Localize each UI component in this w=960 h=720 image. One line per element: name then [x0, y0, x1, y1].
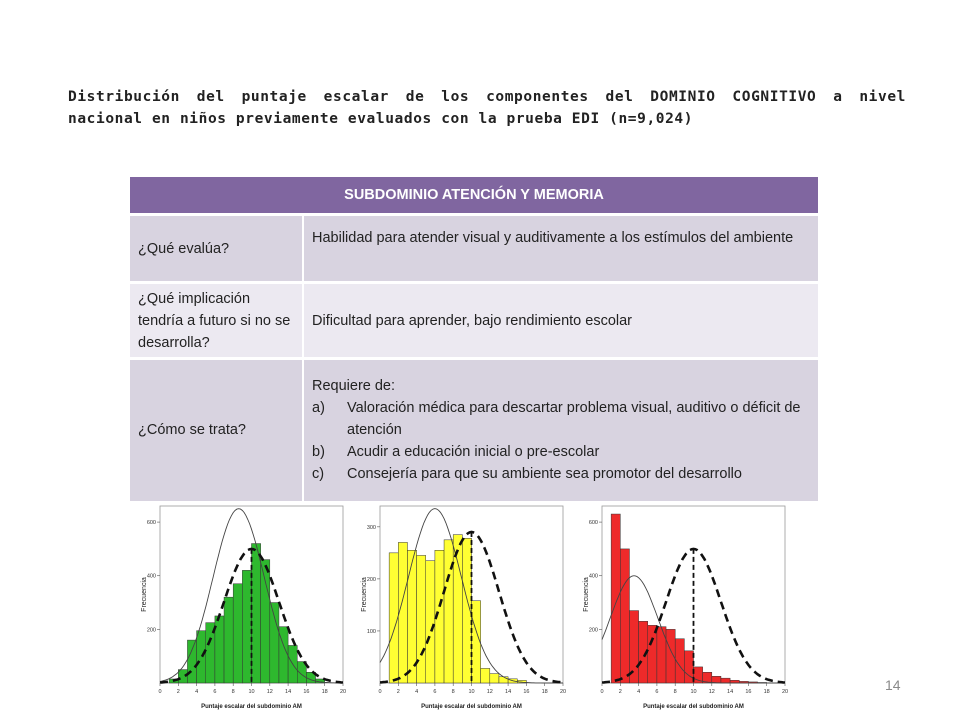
histogram-bar [684, 651, 693, 683]
histogram-bar [224, 597, 233, 683]
list-item: a) Valoración médica para descartar problema visual, auditivo o déficit de atención [312, 400, 801, 439]
answer-cell: Dificultad para aprender, bajo rendimiento escolar [303, 283, 818, 359]
histogram-bar [426, 561, 435, 683]
y-tick-label: 400 [588, 573, 598, 580]
x-tick-label: 2 [396, 689, 400, 695]
histogram-bar [233, 584, 242, 683]
x-tick-label: 8 [231, 689, 235, 695]
y-tick-label: 100 [366, 628, 376, 635]
page-number: 14 [885, 677, 901, 693]
x-tick-label: 10 [690, 689, 697, 695]
histogram-red [580, 500, 798, 716]
x-tick-label: 8 [451, 689, 455, 695]
y-axis-label: Frecuencia [361, 577, 368, 612]
table-row [130, 215, 818, 283]
table-row [130, 359, 818, 501]
page-title: Distribución del puntaje escalar de los componentes del DOMINIO COGNITIVO a nivel nacional en niños previamente evaluados con la prueba EDI (n=9,024) [68, 89, 906, 127]
x-tick-label: 2 [618, 689, 622, 695]
histogram-bar [389, 553, 398, 683]
x-tick-label: 14 [505, 689, 512, 695]
answer-cell [303, 359, 818, 501]
x-tick-label: 14 [285, 689, 292, 695]
y-axis-label: Frecuencia [141, 577, 148, 612]
table-row [130, 283, 818, 359]
histogram-bar [444, 540, 453, 683]
x-tick-label: 18 [763, 689, 770, 695]
histogram-bar [197, 631, 206, 683]
y-tick-label: 600 [146, 520, 156, 527]
histogram-bar [620, 549, 629, 683]
y-tick-label: 200 [366, 576, 376, 583]
x-axis-label: Puntaje escalar del subdominio AM [201, 704, 302, 710]
y-axis-label: Frecuencia [583, 577, 590, 612]
x-tick-label: 6 [433, 689, 437, 695]
x-tick-label: 16 [523, 689, 530, 695]
histogram-green [138, 500, 356, 716]
info-table [130, 177, 818, 501]
histogram-bar [481, 668, 490, 683]
histogram-bar [611, 514, 620, 683]
histogram-bar [398, 542, 407, 683]
x-tick-label: 16 [745, 689, 752, 695]
x-tick-label: 10 [248, 689, 255, 695]
histogram-bar [472, 601, 481, 683]
x-tick-label: 18 [321, 689, 328, 695]
histogram-bar [712, 676, 721, 683]
x-tick-label: 10 [468, 689, 475, 695]
histogram-bar [252, 544, 261, 683]
x-tick-label: 12 [708, 689, 715, 695]
x-tick-label: 8 [673, 689, 677, 695]
question-cell: ¿Qué evalúa? [130, 215, 303, 283]
x-tick-label: 6 [655, 689, 659, 695]
histogram-bar [417, 555, 426, 683]
y-tick-label: 200 [588, 627, 598, 634]
x-tick-label: 6 [213, 689, 217, 695]
x-tick-label: 18 [541, 689, 548, 695]
list-item: c) Consejería para que su ambiente sea promotor del desarrollo [312, 466, 742, 483]
x-tick-label: 0 [158, 689, 162, 695]
question-cell: ¿Cómo se trata? [130, 359, 303, 501]
x-tick-label: 14 [727, 689, 734, 695]
question-cell: ¿Qué implicación tendría a futuro si no se desarrolla? [130, 283, 303, 359]
x-tick-label: 12 [486, 689, 493, 695]
x-axis-label: Puntaje escalar del subdominio AM [643, 704, 744, 710]
x-tick-label: 12 [266, 689, 273, 695]
histogram-bar [721, 678, 730, 683]
treatment-list [312, 397, 810, 485]
x-tick-label: 4 [195, 689, 199, 695]
histogram-bar [261, 560, 270, 683]
histogram-bar [648, 625, 657, 683]
x-tick-label: 0 [600, 689, 604, 695]
histogram-bar [242, 570, 251, 683]
x-tick-label: 20 [559, 689, 567, 695]
x-axis-label: Puntaje escalar del subdominio AM [421, 704, 522, 710]
histogram-bar [187, 640, 196, 683]
x-tick-label: 4 [415, 689, 419, 695]
y-tick-label: 400 [146, 573, 156, 580]
table-header: SUBDOMINIO ATENCIÓN Y MEMORIA [130, 177, 818, 215]
x-tick-label: 16 [303, 689, 310, 695]
answer-cell: Habilidad para atender visual y auditivamente a los estímulos del ambiente [303, 215, 818, 283]
y-tick-label: 300 [366, 524, 376, 531]
x-tick-label: 20 [339, 689, 347, 695]
x-tick-label: 20 [781, 689, 789, 695]
y-tick-label: 600 [588, 520, 598, 527]
x-tick-label: 4 [637, 689, 641, 695]
histogram-bar [490, 674, 499, 683]
histogram-bar [499, 677, 508, 683]
x-tick-label: 2 [176, 689, 180, 695]
x-tick-label: 0 [378, 689, 382, 695]
histogram-bar [270, 603, 279, 683]
list-item: b) Acudir a educación inicial o pre-escolar [312, 444, 600, 461]
y-tick-label: 200 [146, 627, 156, 634]
answer-intro: Requiere de: [312, 378, 396, 395]
histogram-yellow [358, 500, 576, 716]
